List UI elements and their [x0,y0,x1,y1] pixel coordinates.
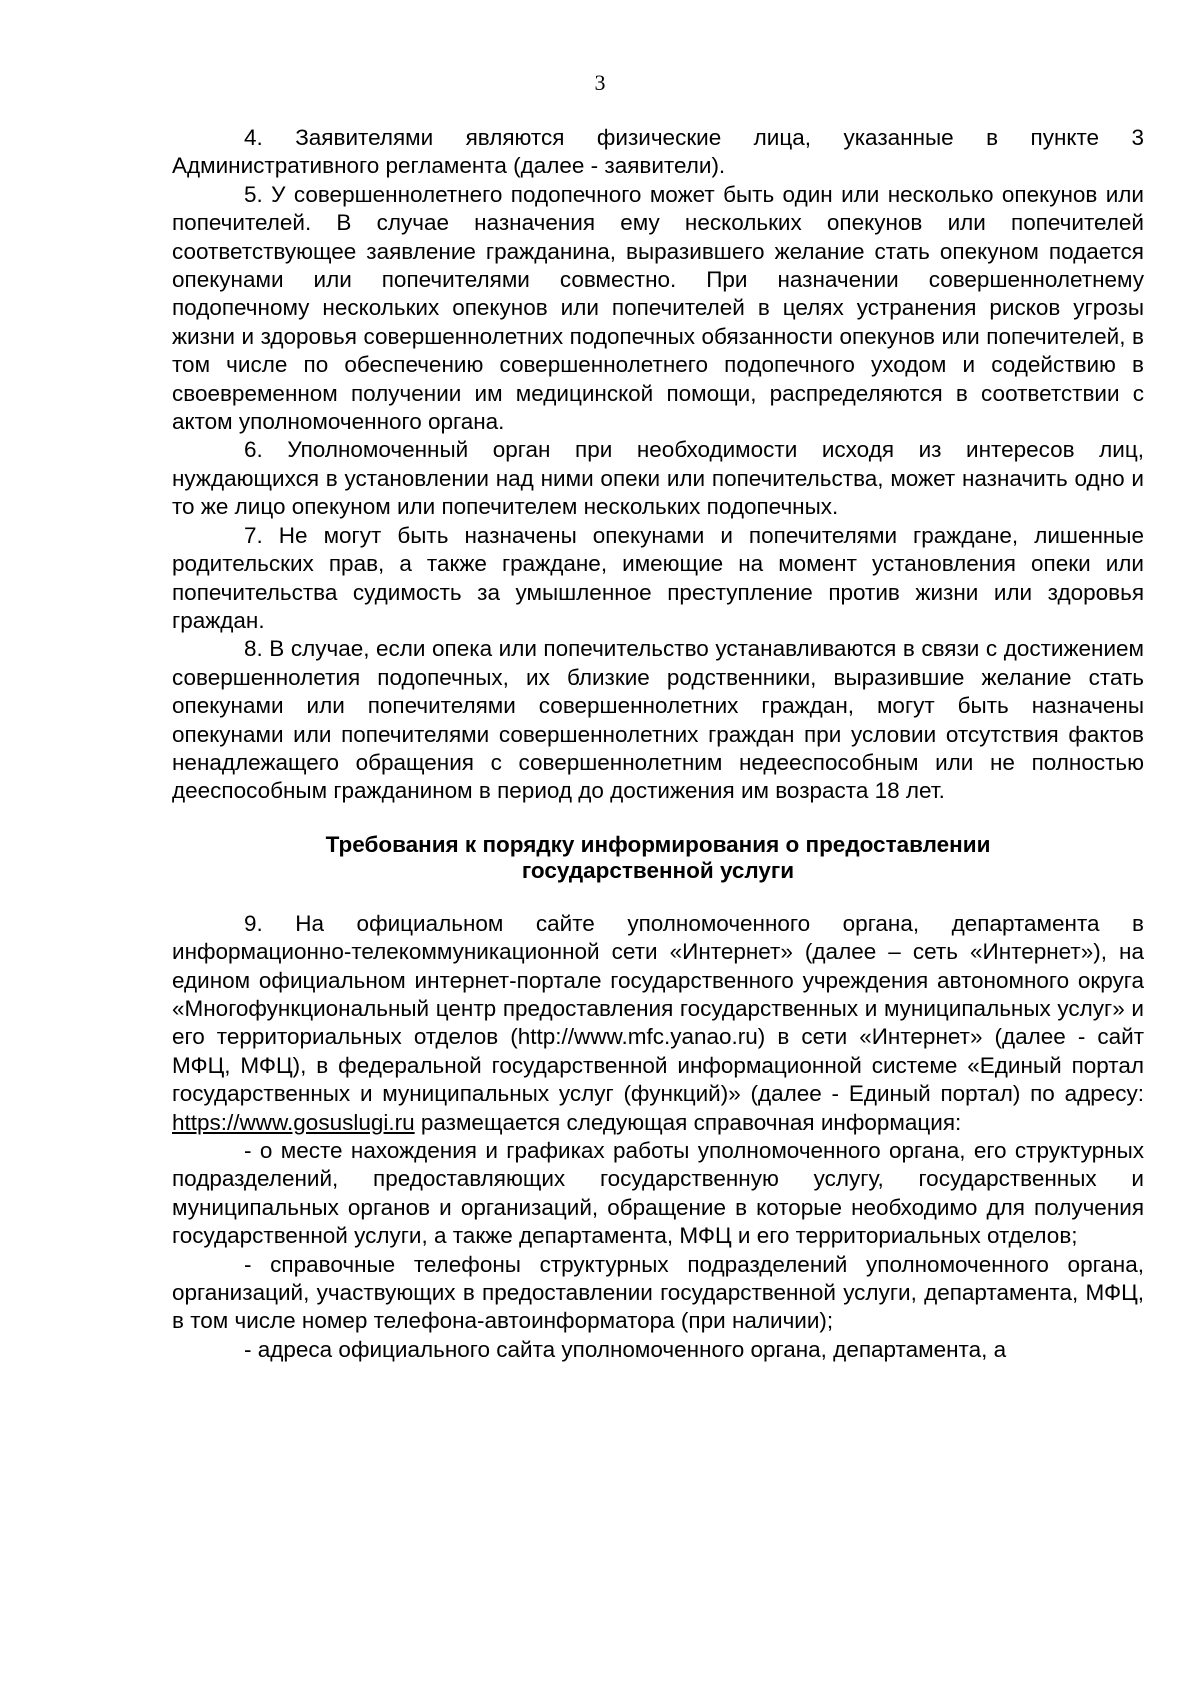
gosuslugi-link[interactable]: https://www.gosuslugi.ru [172,1109,415,1135]
paragraph-9-text: 9. На официальном сайте уполномоченного органа, департамента в информационно-телекоммуникационной сети «Интернет» (далее – сеть «Интернет»), на едином официальном интернет-портале государственного учреждения автономного округа «Многофункциональный центр предоставления государственных и муниципальных услуг» и его территориальных отделов (http://www.mfc.yanao.ru) в сети «Интернет» (далее - сайт МФЦ, МФЦ), в федеральной государственной информационной системе «Единый портал государственных и муниципальных услуг (функций)» (далее - Единый портал) по адресу: [172,910,1144,1107]
paragraph-6: 6. Уполномоченный орган при необходимости исходя из интересов лиц, нуждающихся в установлении над ними опеки или попечительства, может назначить одно и то же лицо опекуном или попечителем нескольких подопечных. [172,437,1144,520]
list-item-location: - о месте нахождения и графиках работы уполномоченного органа, его структурных подразделений, предоставляющих государственную услугу, государственных и муниципальных органов и организаций, обращение в которые необходимо для получения государственной услуги, а также департамента, МФЦ и его территориальных отделов; [172,1138,1144,1249]
list-item-phones: - справочные телефоны структурных подразделений уполномоченного органа, организаций, участвующих в предоставлении государственной услуги, департамента, МФЦ, в том числе номер телефона-автоинформатора (при наличии); [172,1251,1144,1334]
section-heading [172,832,1144,884]
paragraph-7: 7. Не могут быть назначены опекунами и попечителями граждане, лишенные родительских прав, а также граждане, имеющие на момент установления опеки или попечительства судимость за умышленное преступление против жизни или здоровья граждан. [172,522,1144,633]
page-number: 3 [594,70,606,95]
paragraph-9-text-end: размещается следующая справочная информация: [414,1109,962,1135]
section-heading-line-1: Требования к порядку информирования о предоставлении [325,831,991,857]
list-item-websites: - адреса официального сайта уполномоченного органа, департамента, а [244,1336,1007,1362]
paragraph-9 [172,910,1144,1137]
paragraph-8: 8. В случае, если опека или попечительство устанавливаются в связи с достижением совершеннолетия подопечных, их близкие родственники, выразившие желание стать опекунами или попечителями совершеннолетних граждан, могут быть назначены опекунами или попечителями совершеннолетних граждан при условии отсутствия фактов ненадлежащего обращения с совершеннолетним недееспособным или не полностью дееспособным гражданином в период до достижения им возраста 18 лет. [172,636,1144,804]
paragraph-4: 4. Заявителями являются физические лица, указанные в пункте 3 Административного регламента (далее - заявители). [172,125,1144,179]
document-body [172,124,1144,1364]
paragraph-5: 5. У совершеннолетнего подопечного может быть один или несколько опекунов или попечителей. В случае назначения ему нескольких опекунов или попечителей соответствующее заявление гражданина, выразившего желание стать опекуном подается опекунами или попечителями совместно. При назначении совершеннолетнему подопечному нескольких опекунов или попечителей в целях устранения рисков угрозы жизни и здоровья совершеннолетних подопечных обязанности опекунов или попечителей, в том числе по обеспечению совершеннолетнего подопечного уходом и содействию в своевременном получении им медицинской помощи, распределяются в соответствии с актом уполномоченного органа. [172,181,1144,435]
section-heading-line-2: государственной услуги [521,857,795,883]
